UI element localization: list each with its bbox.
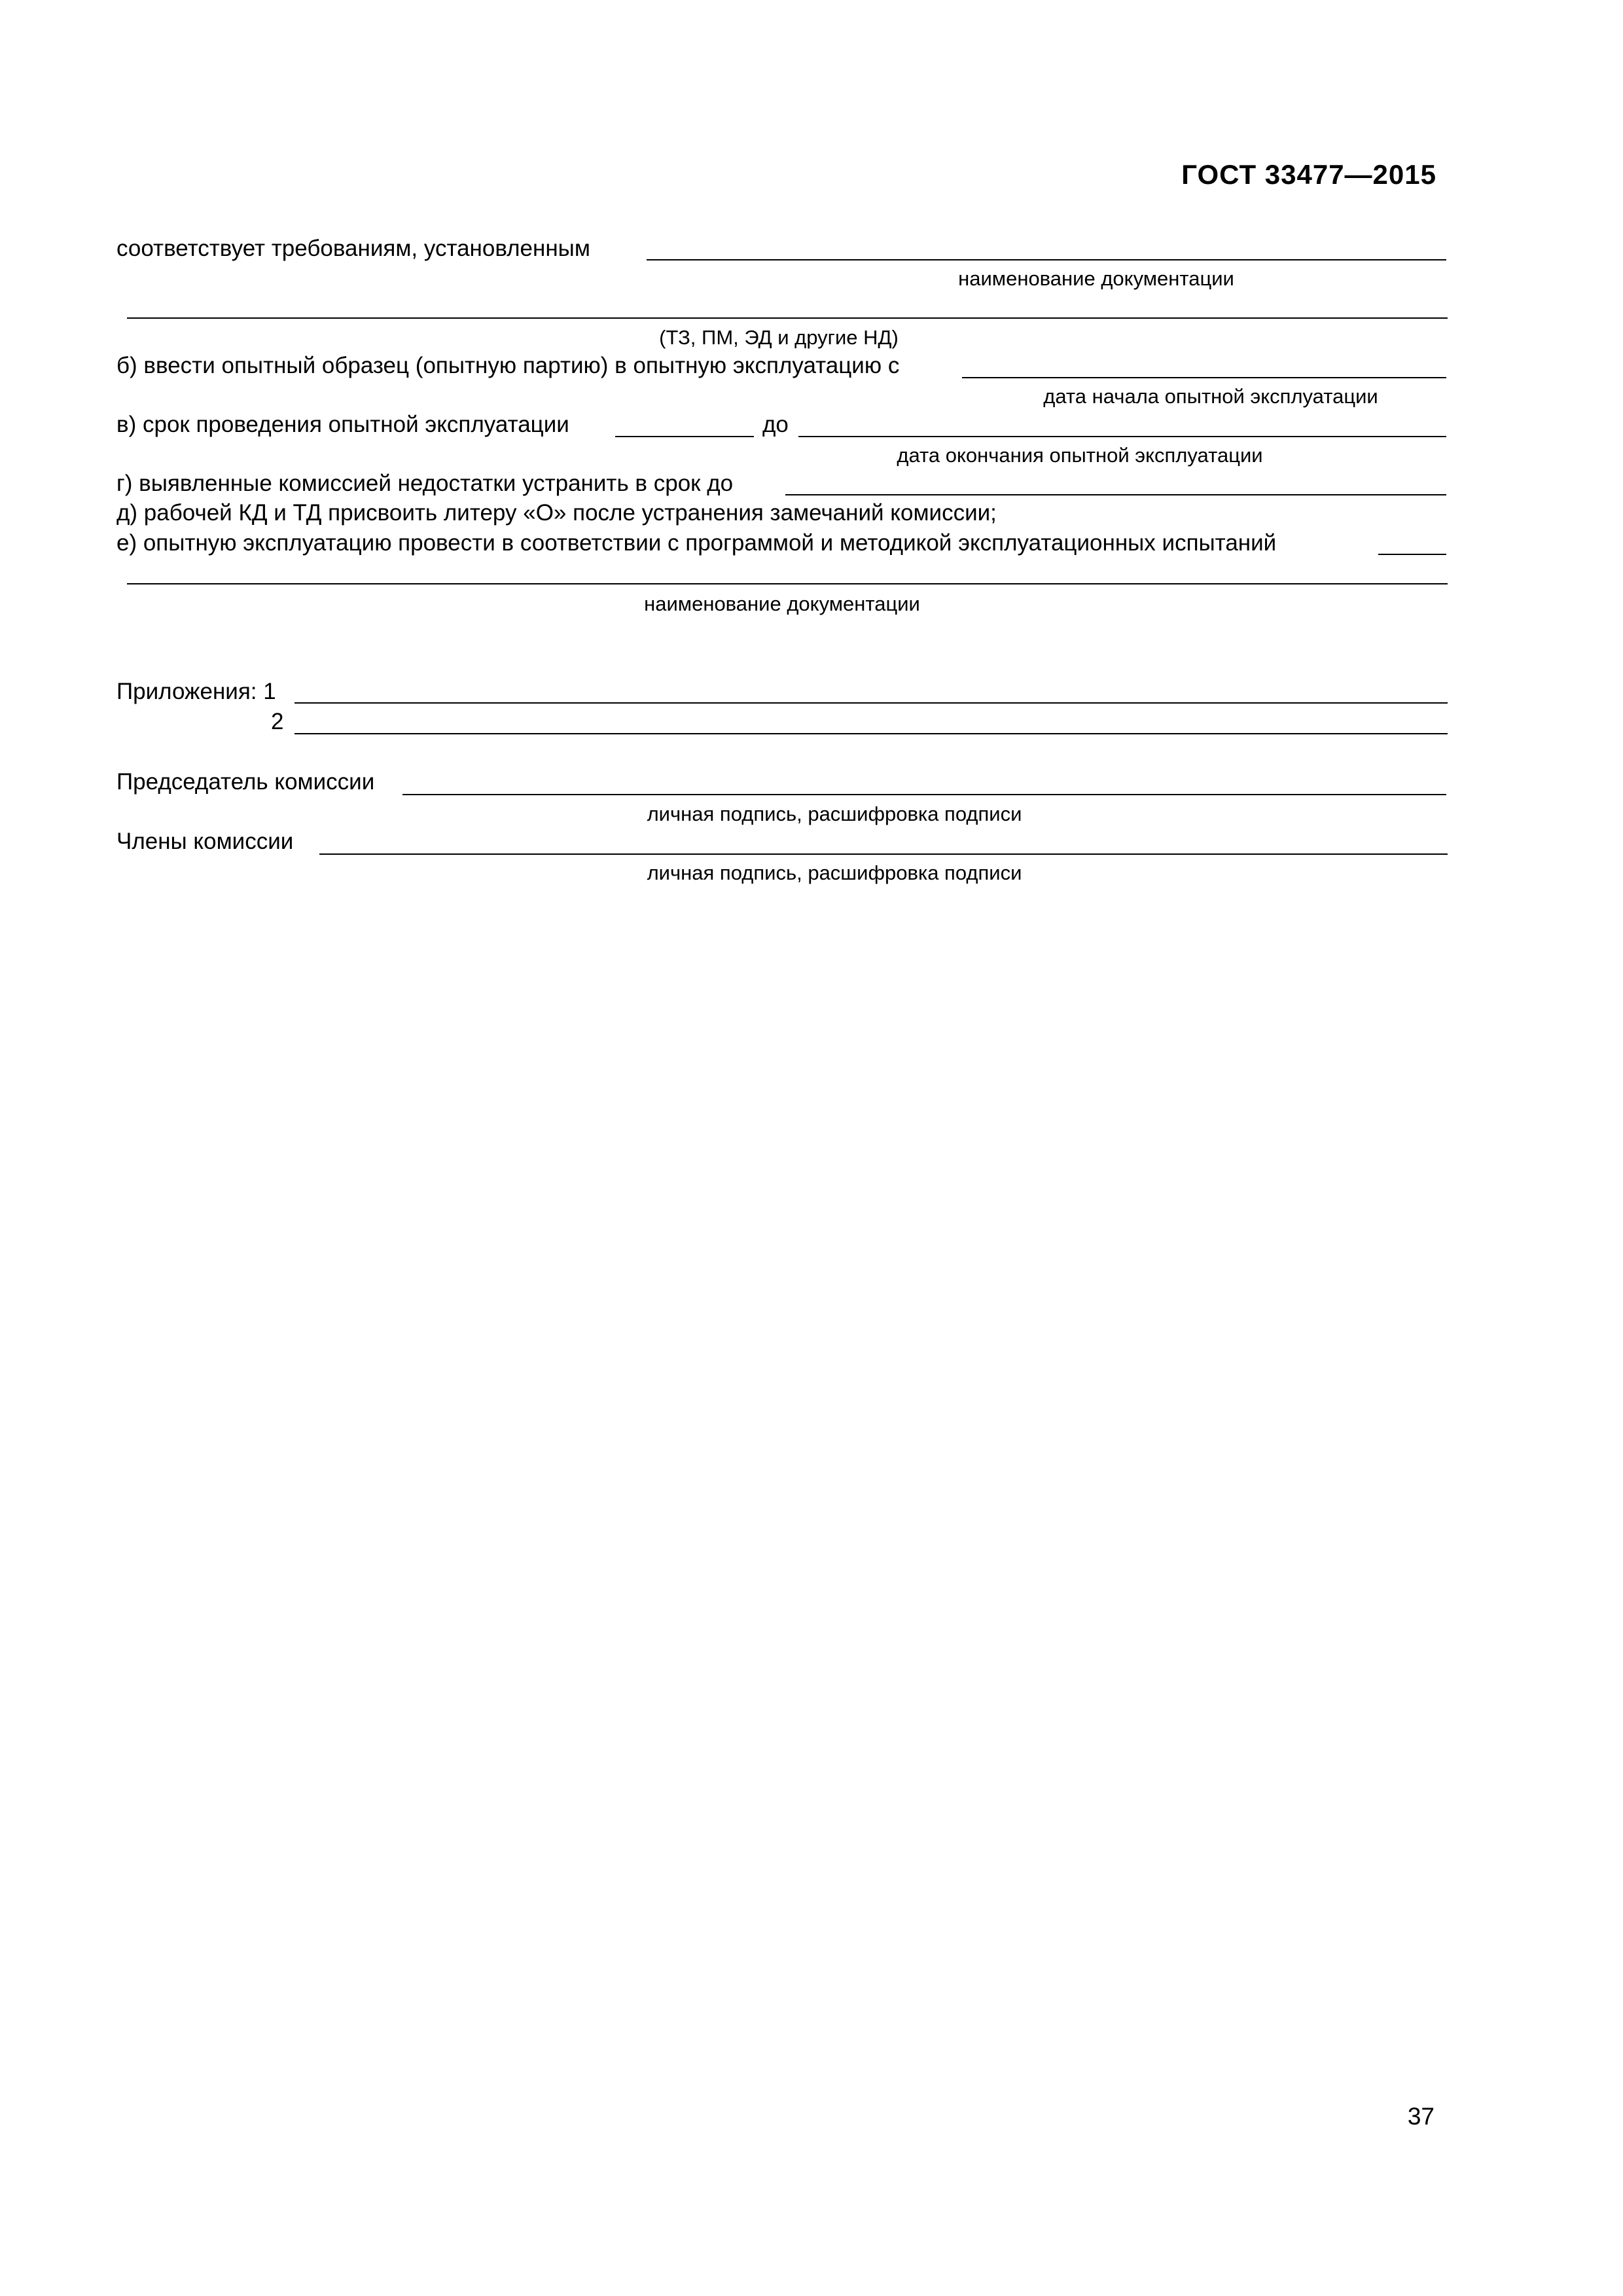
nd-blank-line <box>127 317 1448 319</box>
members-signature-line <box>319 853 1448 855</box>
chairman-signature-line <box>402 794 1446 795</box>
caption-start-date: дата начала опытной эксплуатации <box>1043 385 1378 408</box>
standard-designation: ГОСТ 33477—2015 <box>1181 159 1436 190</box>
chairman-label: Председатель комиссии <box>116 769 375 795</box>
docs-blank-line <box>647 259 1446 260</box>
caption-docs-name-2: наименование документации <box>644 592 920 615</box>
attachments-label: Приложения: 1 <box>116 679 276 704</box>
item-g-text: г) выявленные комиссией недостатки устранить в срок до <box>116 471 734 496</box>
complies-text: соответствует требованиям, установленным <box>116 236 590 261</box>
deficiency-date-line <box>785 494 1446 495</box>
start-date-line <box>962 377 1446 378</box>
item-v-text: в) срок проведения опытной эксплуатации <box>116 412 569 437</box>
item-d-text: д) рабочей КД и ТД присвоить литеру «О» после устранения замечаний комиссии; <box>116 500 997 526</box>
members-caption: личная подпись, расшифровка подписи <box>647 861 1022 884</box>
caption-docs-name: наименование документации <box>958 267 1234 290</box>
chairman-caption: личная подпись, расшифровка подписи <box>647 802 1022 825</box>
item-e-text: е) опытную эксплуатацию провести в соответствии с программой и методикой эксплуатационных испытаний <box>116 530 1277 556</box>
attachment-2-line <box>294 733 1448 734</box>
program-short-line <box>1378 554 1446 555</box>
attachment-1-line <box>294 702 1448 704</box>
program-doc-line <box>127 583 1448 584</box>
item-v-to: до <box>762 412 789 437</box>
item-b-text: б) ввести опытный образец (опытную партию) в опытную эксплуатацию с <box>116 353 900 378</box>
duration-line <box>615 436 754 437</box>
attachments-second-number: 2 <box>271 709 284 734</box>
caption-nd: (ТЗ, ПМ, ЭД и другие НД) <box>659 326 899 349</box>
members-label: Члены комиссии <box>116 829 294 854</box>
end-date-line <box>798 436 1446 437</box>
page-number: 37 <box>1407 2103 1435 2130</box>
caption-end-date: дата окончания опытной эксплуатации <box>897 444 1263 467</box>
